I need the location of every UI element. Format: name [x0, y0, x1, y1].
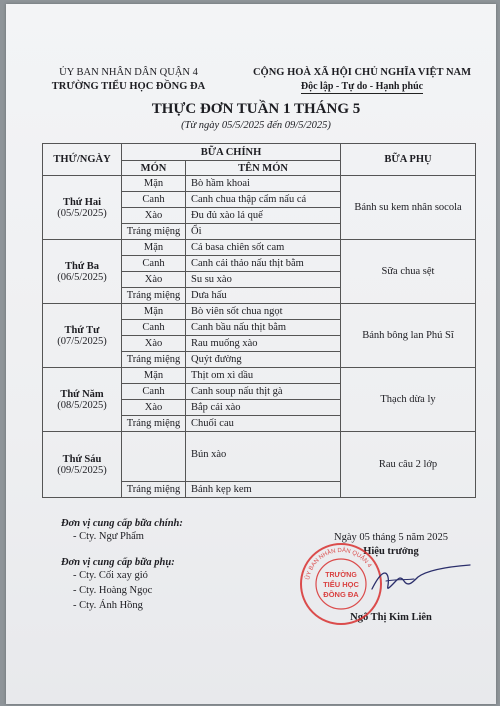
day-cell — [43, 176, 122, 240]
side-supplier-list — [61, 568, 175, 613]
side-meal: Bánh su kem nhân socola — [341, 176, 476, 240]
col-header-dish: TÊN MÓN — [186, 161, 341, 176]
dish-type: Xào — [122, 400, 186, 416]
dish-type: Canh — [122, 384, 186, 400]
table-row — [43, 368, 476, 384]
day-date: (09/5/2025) — [57, 464, 107, 476]
sign-role: Hiệu trưởng — [363, 546, 419, 557]
motto-text: Độc lập - Tự do - Hạnh phúc — [300, 81, 424, 92]
side-supplier-label: Đơn vị cung cấp bữa phụ: — [61, 557, 175, 568]
list-item: - Cty. Cối xay gió — [73, 568, 175, 583]
table-row — [43, 304, 476, 320]
principal-name: Ngô Thị Kim Liên — [350, 612, 432, 623]
dish-type: Canh — [122, 320, 186, 336]
dish-name: Su su xào — [186, 272, 341, 288]
day-cell — [43, 432, 122, 498]
dish-type: Tráng miệng — [122, 416, 186, 432]
national-motto — [238, 80, 486, 94]
dish-type: Tráng miệng — [122, 352, 186, 368]
header-left — [36, 66, 221, 94]
list-item: - Cty. Hoàng Ngọc — [73, 583, 175, 598]
weekly-menu-table — [42, 143, 476, 498]
col-header-side: BỮA PHỤ — [341, 144, 476, 176]
dish-name: Chuối cau — [186, 416, 341, 432]
dish-name: Dưa hấu — [186, 288, 341, 304]
dish-type: Canh — [122, 192, 186, 208]
dish-name: Thịt om xì dầu — [186, 368, 341, 384]
main-supplier-list — [61, 529, 183, 544]
main-supplier-section — [61, 518, 183, 544]
day-name: Thứ Sáu — [62, 453, 102, 465]
dish-name: Cá basa chiên sốt cam — [186, 240, 341, 256]
authority-name: ỦY BAN NHÂN DÂN QUẬN 4 — [59, 67, 198, 78]
dish-name: Đu đủ xào lá quế — [186, 208, 341, 224]
table-row — [43, 240, 476, 256]
dish-type: Tráng miệng — [122, 224, 186, 240]
side-meal: Thạch dừa ly — [341, 368, 476, 432]
stamp-ring-text: ỦY BAN NHÂN DÂN QUẬN 4 — [305, 547, 373, 581]
main-supplier-label: Đơn vị cung cấp bữa chính: — [61, 518, 183, 529]
dish-name: Ổi — [186, 224, 341, 240]
dish-name: Canh soup nấu thịt gà — [186, 384, 341, 400]
page-title: THỰC ĐƠN TUẦN 1 THÁNG 5 — [151, 101, 361, 117]
school-name: TRƯỜNG TIỂU HỌC ĐỒNG ĐA — [51, 81, 206, 92]
day-date: (07/5/2025) — [57, 335, 107, 347]
col-header-day: THỨ/NGÀY — [43, 144, 122, 176]
page-subtitle: (Từ ngày 05/5/2025 đến 09/5/2025) — [181, 120, 331, 131]
dish-type: Tráng miệng — [122, 482, 186, 498]
day-name: Thứ Ba — [64, 260, 100, 272]
table-row — [43, 432, 476, 482]
list-item: - Cty. Ngư Phẩm — [73, 529, 183, 544]
dish-type: Xào — [122, 208, 186, 224]
dish-type: Mặn — [122, 240, 186, 256]
dish-type: Xào — [122, 336, 186, 352]
dish-type: Mặn — [122, 176, 186, 192]
day-name: Thứ Năm — [60, 388, 104, 400]
dish-type: Mặn — [122, 368, 186, 384]
dish-name: Quýt đường — [186, 352, 341, 368]
day-date: (08/5/2025) — [57, 399, 107, 411]
day-date: (06/5/2025) — [57, 271, 107, 283]
dish-type — [122, 432, 186, 482]
day-date: (05/5/2025) — [57, 207, 107, 219]
dish-name: Rau muống xào — [186, 336, 341, 352]
dish-name: Bánh kẹp kem — [186, 482, 341, 498]
dish-name: Bắp cải xào — [186, 400, 341, 416]
dish-type: Tráng miệng — [122, 288, 186, 304]
dish-name: Bò hầm khoai — [186, 176, 341, 192]
day-cell — [43, 368, 122, 432]
dish-name: Canh bầu nấu thịt bằm — [186, 320, 341, 336]
dish-type: Xào — [122, 272, 186, 288]
side-supplier-section — [61, 557, 175, 613]
side-meal: Sữa chua sệt — [341, 240, 476, 304]
side-meal: Rau câu 2 lớp — [341, 432, 476, 498]
col-header-main: BỮA CHÍNH — [122, 144, 341, 161]
dish-type: Canh — [122, 256, 186, 272]
dish-name: Bún xào — [186, 432, 341, 482]
handwritten-signature — [366, 559, 476, 599]
header-right — [238, 66, 486, 94]
sign-date: Ngày 05 tháng 5 năm 2025 — [333, 532, 449, 543]
dish-name: Canh chua thập cẩm nấu cá — [186, 192, 341, 208]
stamp-line-2: TIỂU HỌC — [323, 580, 359, 589]
day-name: Thứ Tư — [64, 324, 100, 336]
side-meal: Bánh bông lan Phú Sĩ — [341, 304, 476, 368]
day-cell — [43, 304, 122, 368]
day-name: Thứ Hai — [62, 196, 102, 208]
stamp-line-1: TRƯỜNG — [325, 572, 357, 579]
day-cell — [43, 240, 122, 304]
list-item: - Cty. Ánh Hồng — [73, 598, 175, 613]
stamp-line-3: ĐỒNG ĐA — [323, 590, 359, 599]
dish-type: Mặn — [122, 304, 186, 320]
table-row — [43, 176, 476, 192]
col-header-type: MÓN — [122, 161, 186, 176]
dish-name: Bò viên sốt chua ngọt — [186, 304, 341, 320]
document-page — [6, 4, 496, 704]
country-name: CỘNG HOÀ XÃ HỘI CHỦ NGHĨA VIỆT NAM — [252, 67, 472, 78]
dish-name: Canh cải thảo nấu thịt bằm — [186, 256, 341, 272]
